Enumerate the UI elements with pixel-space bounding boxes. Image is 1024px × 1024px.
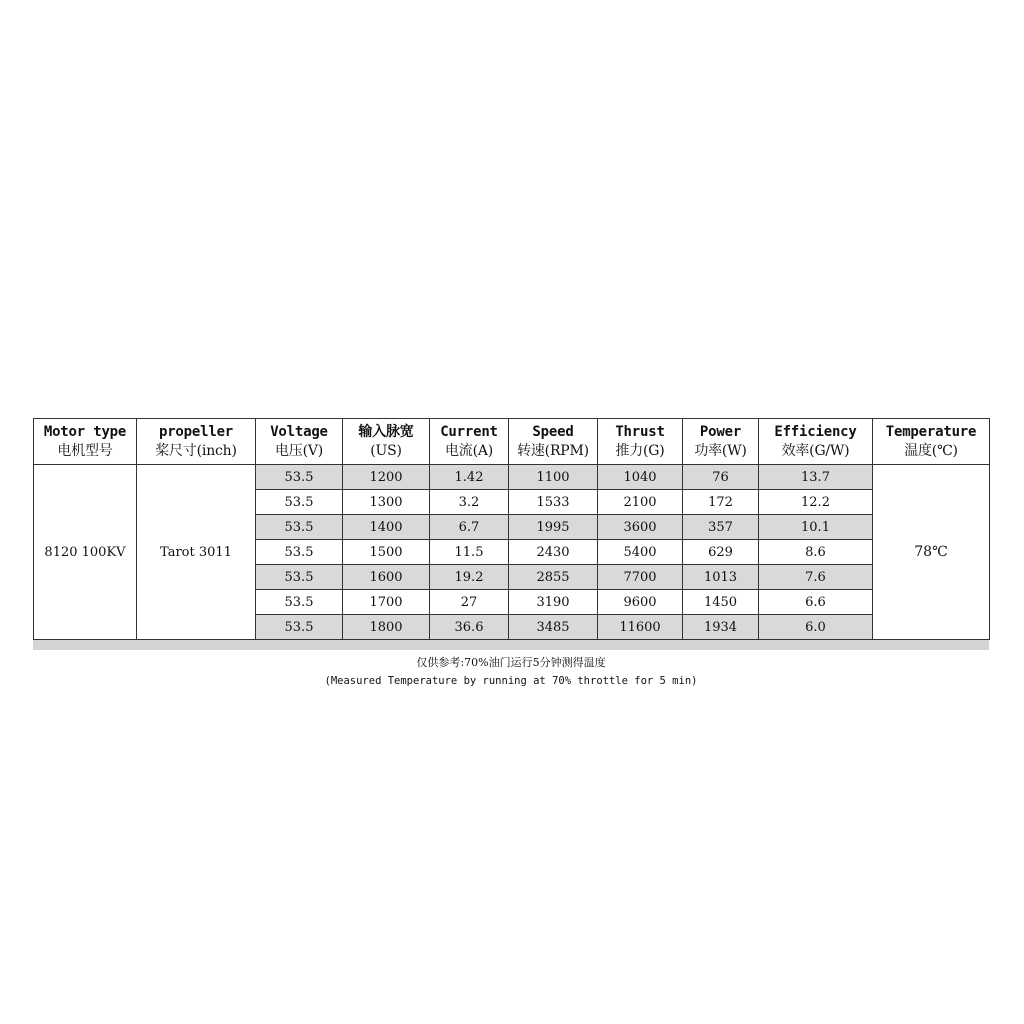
pwm-cell: 1700 xyxy=(343,590,430,615)
efficiency-cell: 13.7 xyxy=(759,465,873,490)
header-line2: 温度(℃) xyxy=(904,442,958,459)
header-line2: 推力(G) xyxy=(615,442,665,459)
header-line2: 功率(W) xyxy=(694,442,747,459)
efficiency-cell: 6.6 xyxy=(759,590,873,615)
efficiency-cell: 12.2 xyxy=(759,490,873,515)
header-pwm xyxy=(343,419,430,465)
current-cell: 36.6 xyxy=(430,615,509,640)
speed-cell: 1533 xyxy=(509,490,598,515)
propeller-cell: Tarot 3011 xyxy=(137,465,256,640)
current-cell: 6.7 xyxy=(430,515,509,540)
thrust-cell: 1040 xyxy=(598,465,683,490)
footnote-cn: 仅供参考:70%油门运行5分钟测得温度 xyxy=(416,656,606,669)
header-temperature xyxy=(873,419,990,465)
header-thrust xyxy=(598,419,683,465)
spec-sheet xyxy=(33,418,989,690)
current-cell: 1.42 xyxy=(430,465,509,490)
header-line1: 输入脉宽 xyxy=(358,423,414,440)
voltage-cell: 53.5 xyxy=(256,590,343,615)
header-line1: Power xyxy=(699,423,742,440)
header-voltage xyxy=(256,419,343,465)
header-line2: 电流(A) xyxy=(444,442,494,459)
table-row xyxy=(34,465,990,490)
power-cell: 172 xyxy=(683,490,759,515)
thrust-cell: 7700 xyxy=(598,565,683,590)
voltage-cell: 53.5 xyxy=(256,515,343,540)
header-line1: Speed xyxy=(532,423,574,440)
thrust-cell: 2100 xyxy=(598,490,683,515)
footnote xyxy=(33,654,989,690)
current-cell: 11.5 xyxy=(430,540,509,565)
speed-cell: 3190 xyxy=(509,590,598,615)
efficiency-cell: 8.6 xyxy=(759,540,873,565)
header-line2: 效率(G/W) xyxy=(781,442,850,459)
thrust-cell: 5400 xyxy=(598,540,683,565)
header-line1: Motor type xyxy=(43,423,127,440)
speed-cell: 3485 xyxy=(509,615,598,640)
power-cell: 1013 xyxy=(683,565,759,590)
power-cell: 76 xyxy=(683,465,759,490)
voltage-cell: 53.5 xyxy=(256,465,343,490)
pwm-cell: 1200 xyxy=(343,465,430,490)
pwm-cell: 1400 xyxy=(343,515,430,540)
speed-cell: 2430 xyxy=(509,540,598,565)
pwm-cell: 1800 xyxy=(343,615,430,640)
speed-cell: 2855 xyxy=(509,565,598,590)
header-line2: 电机型号 xyxy=(57,442,113,459)
thrust-cell: 11600 xyxy=(598,615,683,640)
efficiency-cell: 6.0 xyxy=(759,615,873,640)
voltage-cell: 53.5 xyxy=(256,490,343,515)
header-efficiency xyxy=(759,419,873,465)
current-cell: 3.2 xyxy=(430,490,509,515)
header-line2: 转速(RPM) xyxy=(517,442,589,459)
voltage-cell: 53.5 xyxy=(256,540,343,565)
power-cell: 1450 xyxy=(683,590,759,615)
pwm-cell: 1500 xyxy=(343,540,430,565)
voltage-cell: 53.5 xyxy=(256,565,343,590)
header-line1: Thrust xyxy=(615,423,665,440)
thrust-cell: 9600 xyxy=(598,590,683,615)
motor-type-cell: 8120 100KV xyxy=(34,465,137,640)
speed-cell: 1100 xyxy=(509,465,598,490)
header-line2: 电压(V) xyxy=(274,442,324,459)
voltage-cell: 53.5 xyxy=(256,615,343,640)
header-line1: Temperature xyxy=(885,423,977,440)
efficiency-cell: 7.6 xyxy=(759,565,873,590)
header-line2: 桨尺寸(inch) xyxy=(155,442,237,459)
header-propeller xyxy=(137,419,256,465)
thrust-cell: 3600 xyxy=(598,515,683,540)
header-current xyxy=(430,419,509,465)
footnote-en: (Measured Temperature by running at 70% throttle for 5 min) xyxy=(324,675,698,687)
table-shadow-bar xyxy=(33,640,989,650)
current-cell: 27 xyxy=(430,590,509,615)
power-cell: 1934 xyxy=(683,615,759,640)
header-line1: propeller xyxy=(158,423,234,440)
header-line1: Efficiency xyxy=(774,423,857,440)
power-cell: 629 xyxy=(683,540,759,565)
header-speed xyxy=(509,419,598,465)
motor-test-table xyxy=(33,418,990,640)
current-cell: 19.2 xyxy=(430,565,509,590)
header-line1: Current xyxy=(440,423,498,440)
table-header-row xyxy=(34,419,990,465)
header-line1: Voltage xyxy=(270,423,328,440)
header-motor-type xyxy=(34,419,137,465)
efficiency-cell: 10.1 xyxy=(759,515,873,540)
temperature-cell: 78℃ xyxy=(873,465,990,640)
speed-cell: 1995 xyxy=(509,515,598,540)
pwm-cell: 1300 xyxy=(343,490,430,515)
header-power xyxy=(683,419,759,465)
pwm-cell: 1600 xyxy=(343,565,430,590)
header-line2: (US) xyxy=(370,442,402,459)
power-cell: 357 xyxy=(683,515,759,540)
